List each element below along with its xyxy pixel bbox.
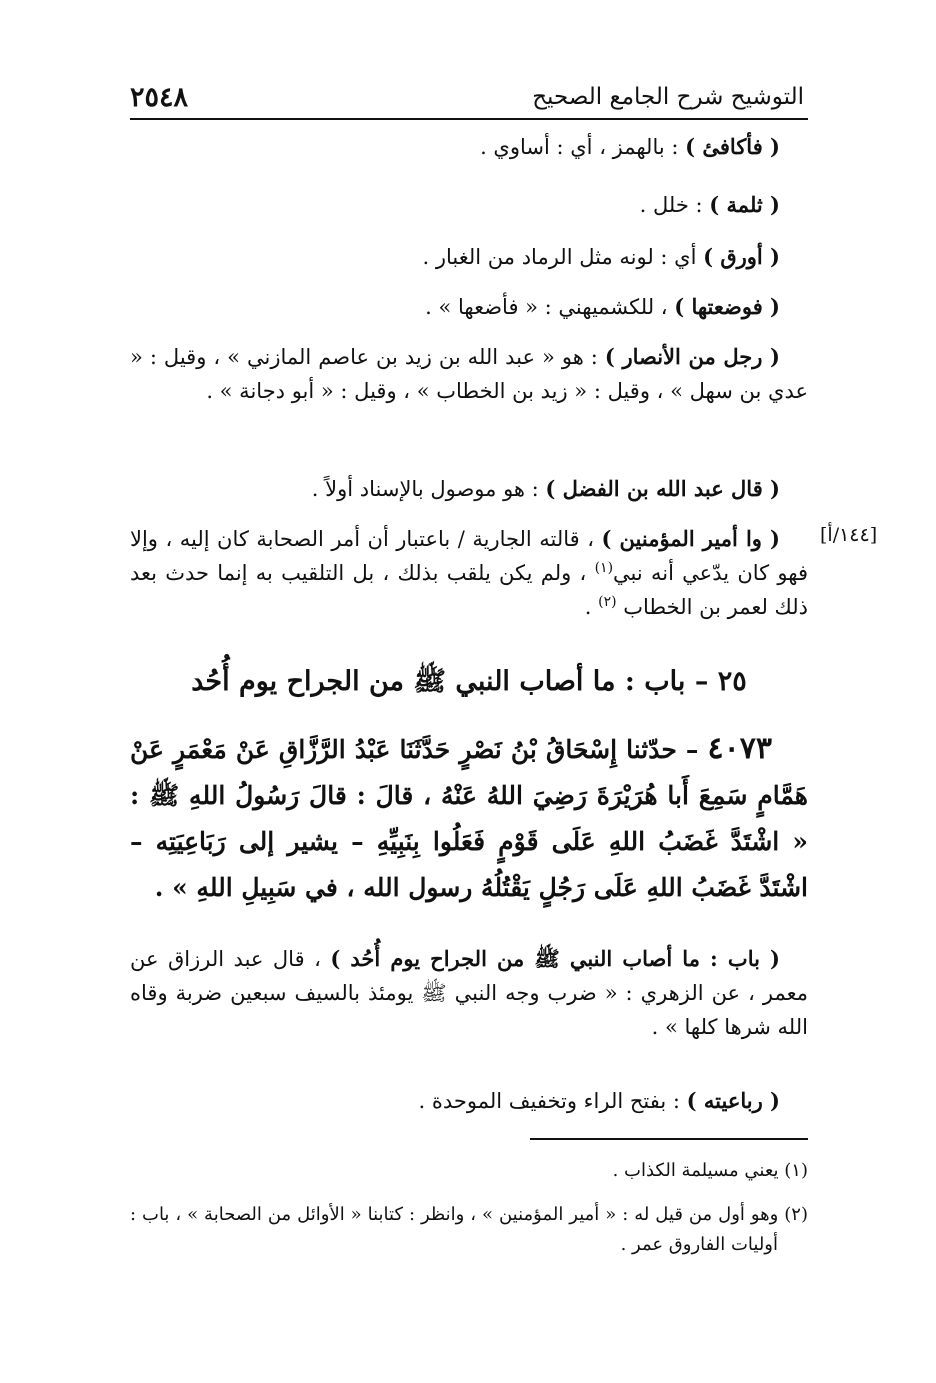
keyword: ( ثلمة ) (709, 192, 780, 217)
explanation-end: . (584, 595, 599, 619)
page-number: ٢٥٤٨ (130, 82, 189, 113)
running-header (130, 78, 808, 120)
paragraph-rajul-ansar (130, 340, 808, 408)
keyword: ( رجل من الأنصار ) (604, 344, 780, 369)
keyword: ( باب : ما أصاب النبي ﷺ من الجراح يوم أُحُد ) (330, 946, 780, 971)
footnote-divider (530, 1138, 808, 1140)
explanation-cont: ، ولم يكن يلقب بذلك ، بل التلقيب به إنما حدث بعد ذلك لعمر بن الخطاب (130, 561, 808, 619)
explanation: ، للكشميهني : « فأضعها » . (425, 295, 675, 319)
keyword: ( فأكافئ ) (685, 134, 780, 159)
keyword: ( قال عبد الله بن الفضل ) (545, 476, 780, 501)
commentary-rubaiyatih (130, 1084, 808, 1118)
explanation: : هو موصول بالإسناد أولاً . (311, 477, 546, 501)
keyword: ( فوضعتها ) (674, 294, 780, 319)
paragraph-awraq (130, 240, 808, 274)
paragraph-abdullah-fadl (130, 472, 808, 506)
explanation: : خلل . (639, 193, 710, 217)
keyword: ( رباعيته ) (686, 1088, 780, 1113)
hadith-body: – حدّثنا إِسْحَاقُ بْنُ نَصْرٍ حَدَّثَنَا عَبْدُ الرَّزَّاقِ عَنْ مَعْمَرٍ عَنْ هَمَّامٍ سَمِعَ أَبا هُرَيْرَةَ رَضِيَ اللهُ عَنْهُ ، قالَ : قالَ رَسُولُ اللهِ ﷺ : « اشْتَدَّ غَضَبُ اللهِ عَلَى قَوْمٍ فَعَلُوا بِنَبِيِّهِ – يشير إلى رَبَاعِيَتِه – اشْتَدَّ غَضَبُ اللهِ عَلَى رَجُلٍ يَقْتُلُهُ رسول الله ، في سَبِيلِ اللهِ » . (130, 735, 808, 902)
manuscript-folio-ref: [١٤٤/أ] (820, 524, 878, 546)
commentary-bab (130, 942, 808, 1044)
keyword: ( وا أمير المؤمنين ) (601, 526, 780, 551)
paragraph-fawadatuha (130, 290, 808, 324)
footnote-1 (130, 1156, 808, 1186)
book-title: التوشيح شرح الجامع الصحيح (532, 84, 804, 110)
explanation: ، قال عبد الرزاق عن معمر ، عن الزهري : « ضرب وجه النبي ﷺ يومئذ بالسيف سبعين ضربة وقاه الله شرها كلها » . (130, 947, 808, 1039)
explanation: : بفتح الراء وتخفيف الموحدة . (418, 1089, 687, 1113)
paragraph-amir-muminin (130, 522, 808, 624)
footnote-text: يعني مسيلمة الكذاب . (612, 1160, 785, 1181)
footnote-number: (٢) (784, 1204, 808, 1225)
hadith-text (130, 726, 808, 911)
hadith-number: ٤٠٧٣ (707, 731, 772, 766)
explanation: : بالهمز ، أي : أساوي . (480, 135, 686, 159)
explanation: : هو « عبد الله بن زيد بن عاصم المازني » ، وقيل : « عدي بن سهل » ، وقيل : « زيد بن الخطاب » ، وقيل : « أبو دجانة » . (130, 345, 808, 403)
paragraph-thulma (130, 188, 808, 222)
footnote-2 (130, 1200, 808, 1260)
footnote-ref-2[interactable]: (٢) (598, 594, 617, 610)
paragraph-fakafi (130, 130, 808, 164)
footnote-text: وهو أول من قيل له : « أمير المؤمنين » ، وانظر : كتابنا « الأوائل من الصحابة » ، باب : أوليات الفاروق عمر . (130, 1204, 785, 1255)
chapter-heading: ٢٥ – باب : ما أصاب النبي ﷺ من الجراح يوم أُحُد (191, 666, 747, 697)
keyword: ( أورق ) (703, 244, 780, 269)
footnote-number: (١) (784, 1160, 808, 1181)
explanation: أي : لونه مثل الرماد من الغبار . (422, 245, 704, 269)
footnote-ref-1[interactable]: (١) (594, 560, 614, 576)
explanation: ، قالته الجارية / باعتبار أن أمر الصحابة كان إليه ، وإلا فهو كان يدّعي أنه نبي (130, 527, 808, 585)
